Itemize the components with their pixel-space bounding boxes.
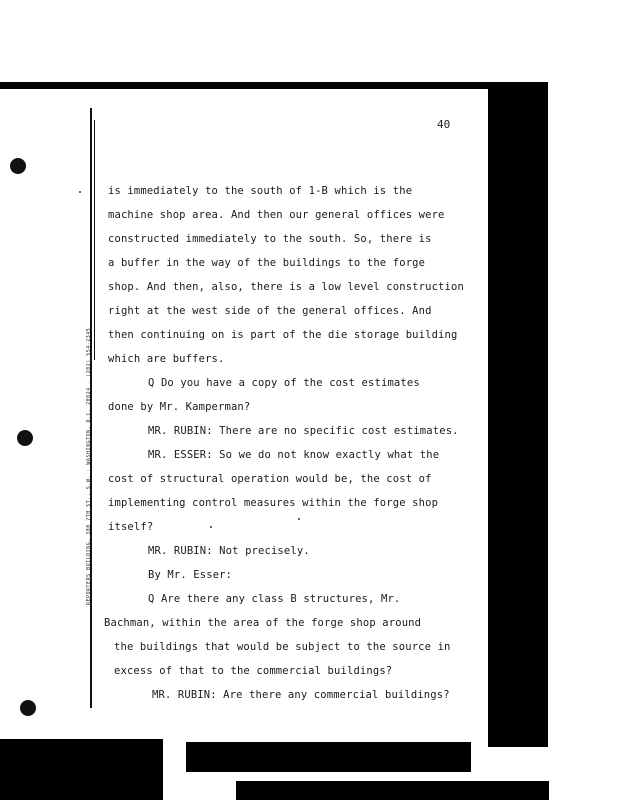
transcript-line: Q Are there any class B structures, Mr.	[148, 593, 401, 605]
scan-mark	[298, 518, 300, 520]
transcript-line: shop. And then, also, there is a low level construction	[108, 281, 464, 293]
transcript-line: By Mr. Esser:	[148, 569, 233, 581]
transcript-line: MR. RUBIN: There are no specific cost estimates.	[148, 425, 459, 437]
transcript-line: constructed immediately to the south. So, there is	[108, 233, 432, 245]
binder-hole-top	[10, 158, 26, 174]
scan-mark	[79, 191, 81, 193]
scan-bottom-right-band	[236, 781, 549, 800]
transcript-line: Bachman, within the area of the forge shop around	[104, 617, 422, 629]
transcript-line: done by Mr. Kamperman?	[108, 401, 251, 413]
transcript-line: machine shop area. And then our general offices were	[108, 209, 445, 221]
margin-publisher-text: REPORTERS BUILDING, 300 7TH ST., S.W. · WASHINGTON, D.C. 20024 · (202) 554-2345	[86, 327, 92, 605]
scan-top-band	[0, 82, 548, 89]
transcript-line: MR. RUBIN: Not precisely.	[148, 545, 310, 557]
transcript-line: MR. RUBIN: Are there any commercial buildings?	[152, 689, 450, 701]
transcript-line: a buffer in the way of the buildings to the forge	[108, 257, 426, 269]
transcript-line: cost of structural operation would be, the cost of	[108, 473, 432, 485]
scan-bottom-left-block	[0, 737, 163, 800]
binder-hole-middle	[17, 430, 33, 446]
left-margin-rule-secondary	[94, 120, 95, 360]
page-number: 40	[437, 118, 451, 131]
transcript-line: then continuing on is part of the die storage building	[108, 329, 458, 341]
transcript-line: the buildings that would be subject to the source in	[114, 641, 451, 653]
transcript-line: implementing control measures within the forge shop	[108, 497, 439, 509]
transcript-line: which are buffers.	[108, 353, 225, 365]
transcript-line: Q Do you have a copy of the cost estimates	[148, 377, 420, 389]
transcript-line: excess of that to the commercial buildings?	[114, 665, 393, 677]
scan-right-band	[488, 82, 548, 747]
binder-hole-bottom	[20, 700, 36, 716]
transcript-line: itself?	[108, 521, 154, 533]
transcript-line: MR. ESSER: So we do not know exactly what the	[148, 449, 440, 461]
transcript-line: right at the west side of the general offices. And	[108, 305, 432, 317]
scan-bottom-bar	[186, 742, 471, 772]
scan-mark	[210, 526, 212, 528]
transcript-line: is immediately to the south of 1-B which is the	[108, 185, 413, 197]
